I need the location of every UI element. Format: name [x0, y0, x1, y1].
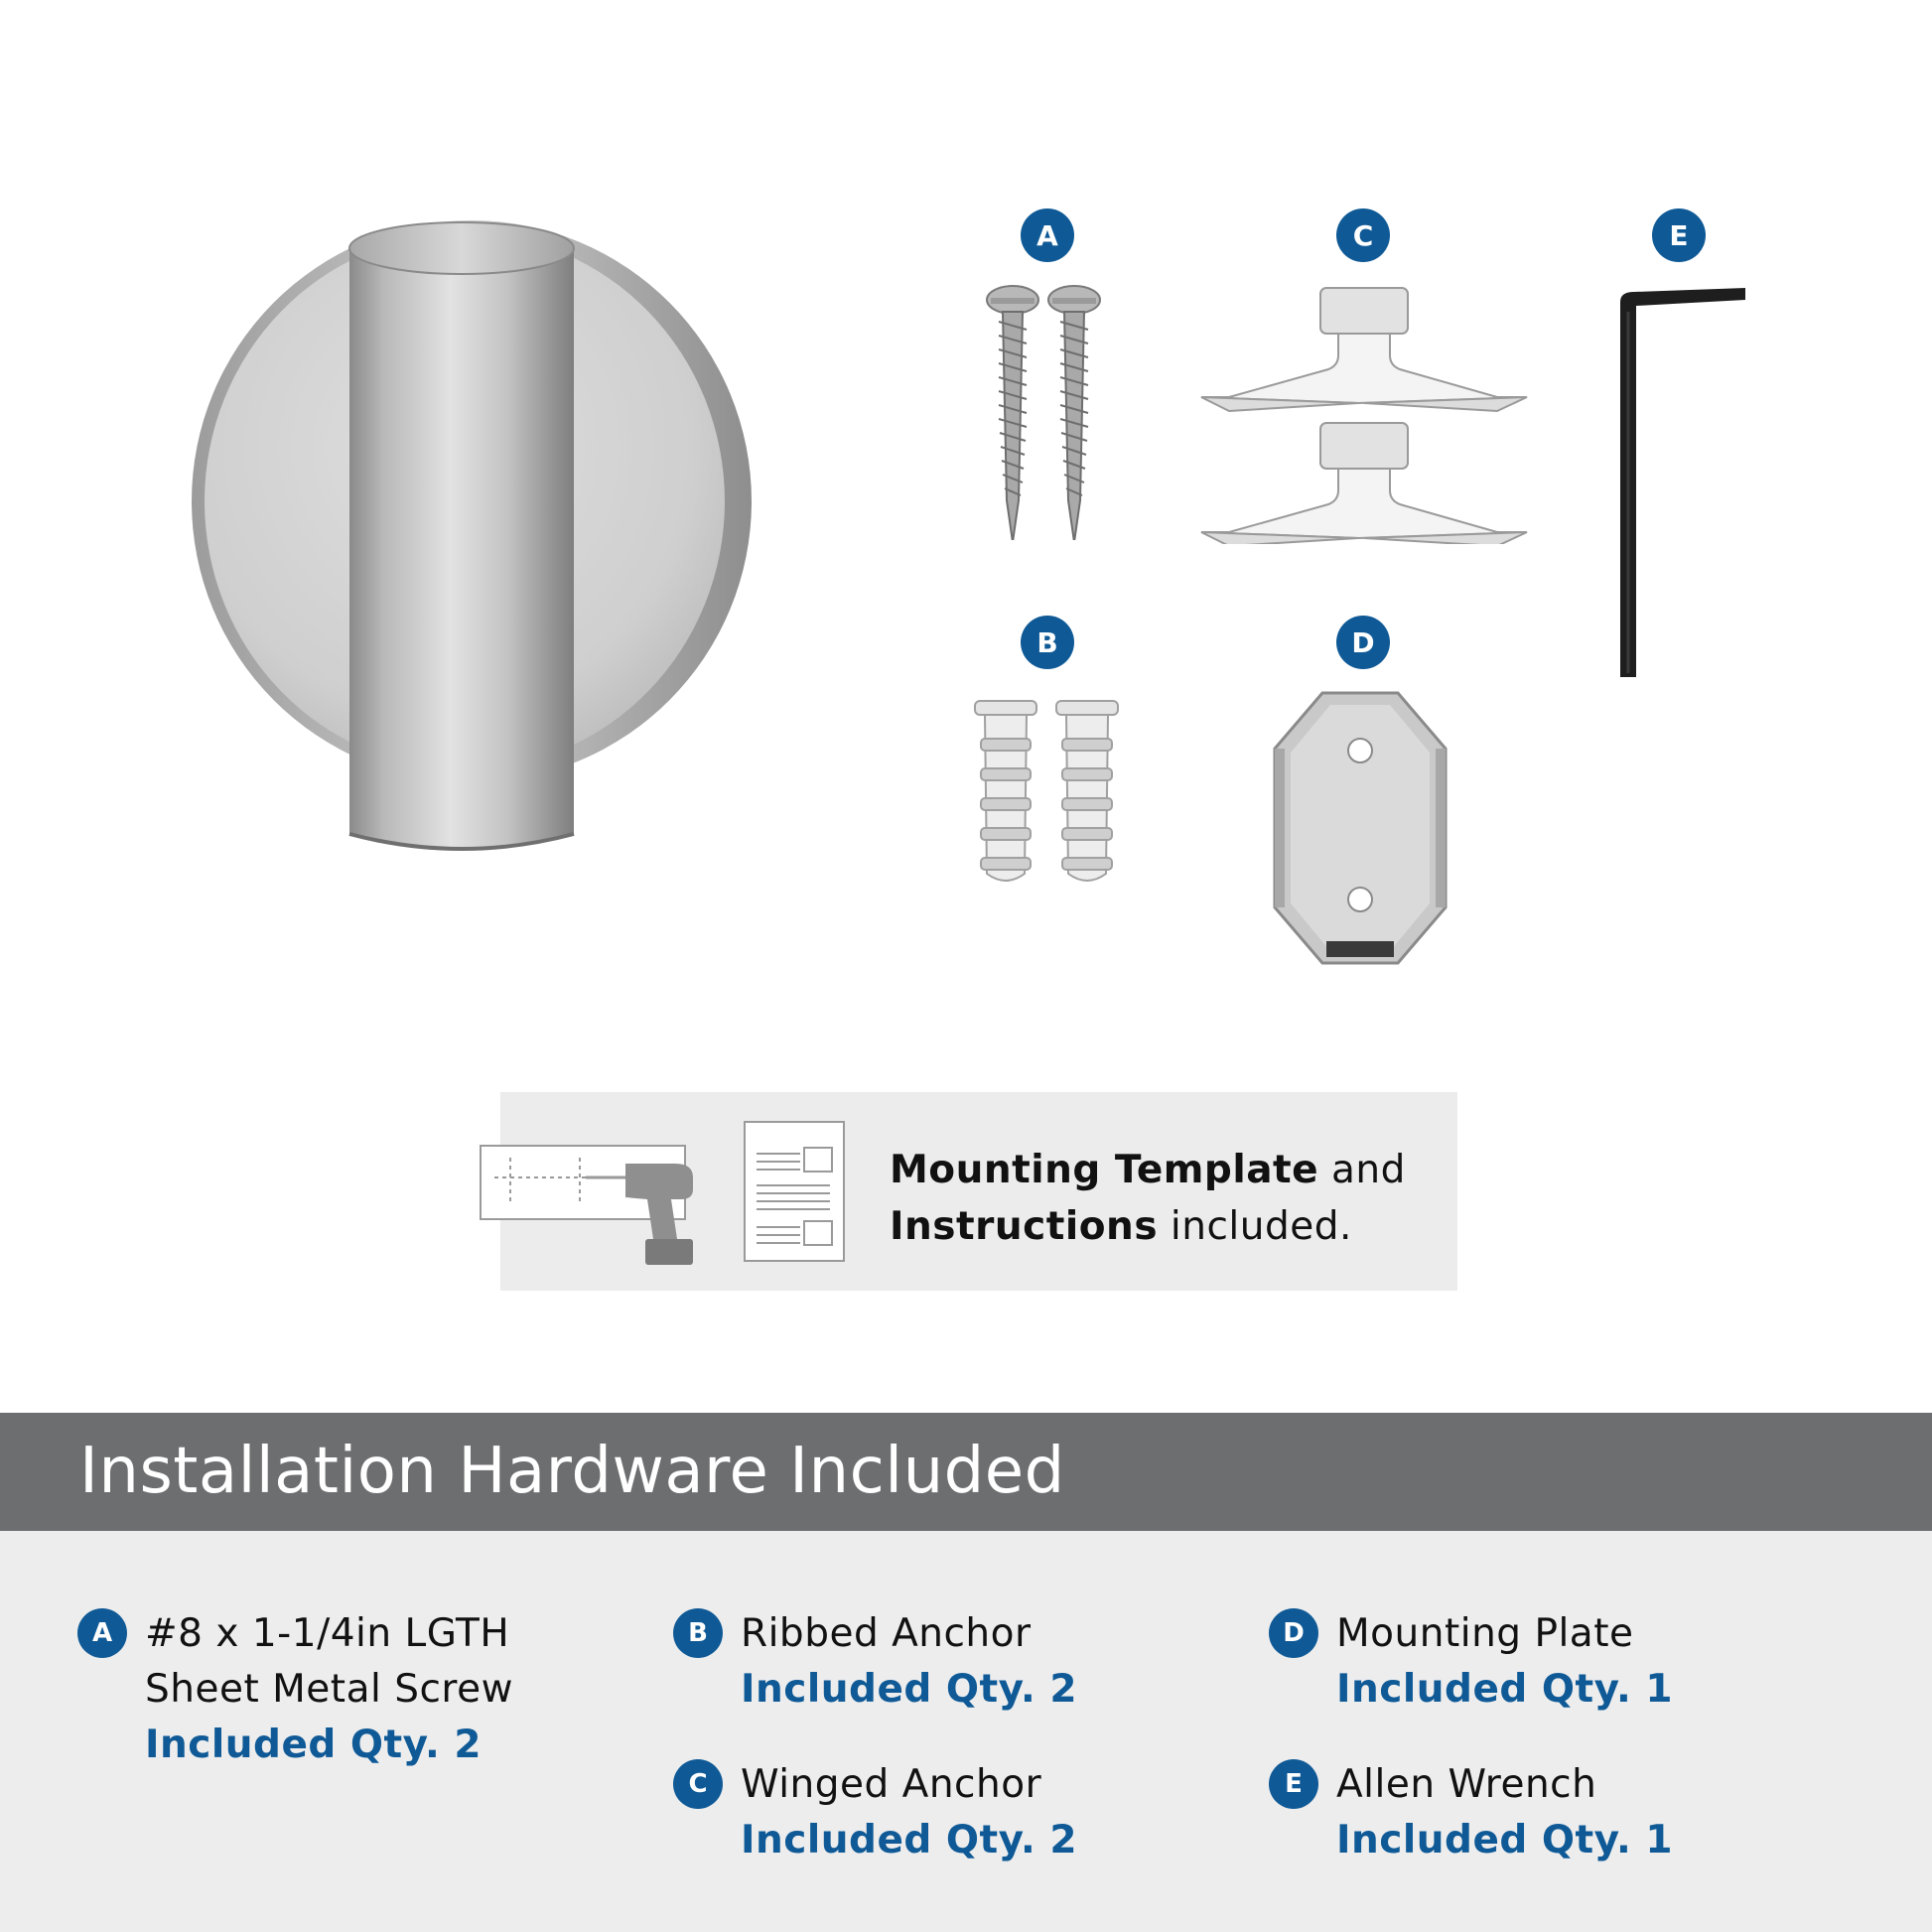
- winged-anchor-bottom: [1201, 423, 1527, 544]
- item-name-line2: Sheet Metal Screw: [145, 1667, 513, 1712]
- mounting-template-notice: [500, 1092, 1457, 1291]
- list-badge-a: A: [77, 1608, 127, 1658]
- list-item-d: [1283, 1606, 1674, 1718]
- list-badge-c: C: [673, 1759, 723, 1809]
- item-name: Mounting Plate: [1336, 1611, 1634, 1656]
- badge-d: D: [1336, 616, 1390, 669]
- list-item-c: [688, 1757, 1078, 1868]
- robe-hook-product-image: [179, 218, 755, 874]
- list-item-a: [91, 1606, 513, 1773]
- item-qty: Included Qty. 2: [741, 1818, 1078, 1863]
- item-qty: Included Qty. 2: [741, 1667, 1078, 1712]
- badge-c: C: [1336, 208, 1390, 262]
- drill-template-icon: [477, 1142, 715, 1271]
- item-qty: Included Qty. 2: [145, 1723, 483, 1767]
- ribbed-anchor-left: [975, 701, 1036, 881]
- winged-anchors-image: [1199, 286, 1529, 544]
- notice-and: and: [1318, 1148, 1406, 1192]
- item-name: Allen Wrench: [1336, 1762, 1597, 1807]
- list-badge-b: B: [673, 1608, 723, 1658]
- list-item-b: [688, 1606, 1078, 1718]
- mounting-plate-image: [1271, 691, 1449, 965]
- item-name: Winged Anchor: [741, 1762, 1042, 1807]
- instructions-document-icon: [743, 1120, 846, 1263]
- list-badge-e: E: [1269, 1759, 1318, 1809]
- hardware-list: [0, 1531, 1932, 1932]
- list-item-e: [1285, 1757, 1674, 1868]
- notice-instructions: Instructions: [890, 1204, 1159, 1249]
- item-name: Ribbed Anchor: [741, 1611, 1032, 1656]
- item-name: #8 x 1-1/4in LGTH: [145, 1611, 510, 1656]
- installation-hardware-banner: [0, 1413, 1932, 1531]
- winged-anchor-top: [1201, 288, 1527, 411]
- notice-included: included.: [1158, 1204, 1352, 1249]
- banner-title: Installation Hardware Included: [79, 1435, 1065, 1508]
- allen-wrench-image: [1606, 282, 1749, 681]
- screws-image: [977, 282, 1116, 540]
- notice-text: [890, 1142, 1406, 1255]
- screw-left: [987, 286, 1038, 540]
- screw-right: [1048, 286, 1100, 540]
- hook-post: [349, 248, 574, 849]
- ribbed-anchor-right: [1056, 701, 1118, 881]
- ribbed-anchors-image: [971, 699, 1126, 888]
- badge-b: B: [1021, 616, 1074, 669]
- notice-mounting-template: Mounting Template: [890, 1148, 1319, 1192]
- item-qty: Included Qty. 1: [1336, 1818, 1674, 1863]
- list-badge-d: D: [1269, 1608, 1318, 1658]
- badge-e: E: [1652, 208, 1706, 262]
- badge-a: A: [1021, 208, 1074, 262]
- item-qty: Included Qty. 1: [1336, 1667, 1674, 1712]
